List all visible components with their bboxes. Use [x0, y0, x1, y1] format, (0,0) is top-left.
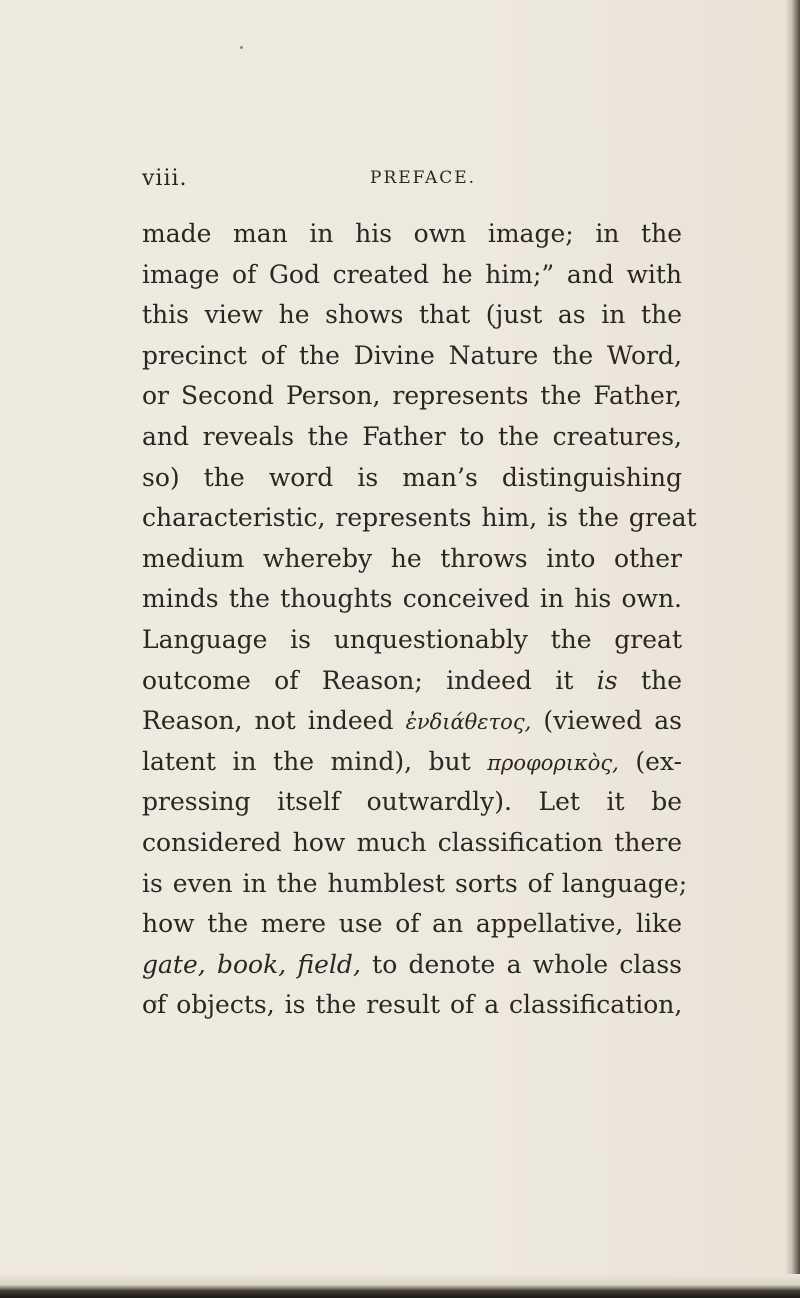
greek-word: ἐνδιάθετος,: [405, 710, 532, 735]
text-line: this view he shows that (just as in the: [142, 300, 682, 330]
page-header: [142, 166, 682, 196]
text-line: made man in his own image; in the: [142, 219, 682, 248]
italic-word: gate,: [142, 949, 206, 979]
text-line: Language is unquestionably the great: [142, 624, 682, 654]
italic-word: book,: [216, 949, 287, 979]
text-line: [142, 661, 682, 702]
text-segment: the: [641, 665, 682, 695]
running-title: PREFACE.: [370, 168, 477, 188]
italic-word: field,: [297, 949, 361, 979]
text-line: considered how much classification there: [142, 827, 682, 857]
text-line: so) the word is man’s distinguishing: [142, 462, 682, 492]
text-line: and reveals the Father to the creatures,: [142, 421, 682, 451]
text-segment: outcome of Reason; indeed it: [142, 665, 574, 695]
text-line: how the mere use of an appellative, like: [142, 909, 682, 939]
text-segment: latent in the mind), but: [142, 746, 471, 776]
text-line: pressing itself outwardly). Let it be: [142, 787, 682, 817]
greek-word: προφορικὸς,: [487, 750, 619, 775]
text-line: of objects, is the result of a classification,: [142, 990, 683, 1020]
text-line: image of God created he him;” and with: [142, 259, 682, 289]
text-line: characteristic, represents him, is the great: [142, 503, 697, 533]
text-line: or Second Person, represents the Father,: [142, 381, 682, 411]
paper-speck: [240, 46, 243, 49]
text-line: [142, 945, 682, 986]
text-segment: Reason, not indeed: [142, 706, 394, 736]
text-line: [142, 742, 682, 783]
text-line: minds the thoughts conceived in his own.: [142, 584, 682, 614]
page-bottom-edge: [0, 1274, 800, 1298]
text-line: precinct of the Divine Nature the Word,: [142, 340, 682, 370]
text-line: [142, 701, 682, 742]
text-line: is even in the humblest sorts of language;: [142, 868, 688, 898]
text-segment: to denote a whole class: [372, 949, 682, 979]
text-segment: (viewed as: [543, 706, 683, 736]
text-line: medium whereby he throws into other: [142, 543, 682, 573]
page-number: viii.: [142, 166, 188, 191]
italic-word: is: [596, 665, 618, 695]
body-text: [142, 214, 697, 1026]
text-segment: (ex-: [635, 746, 682, 776]
page-edge-shadow: [786, 0, 800, 1298]
